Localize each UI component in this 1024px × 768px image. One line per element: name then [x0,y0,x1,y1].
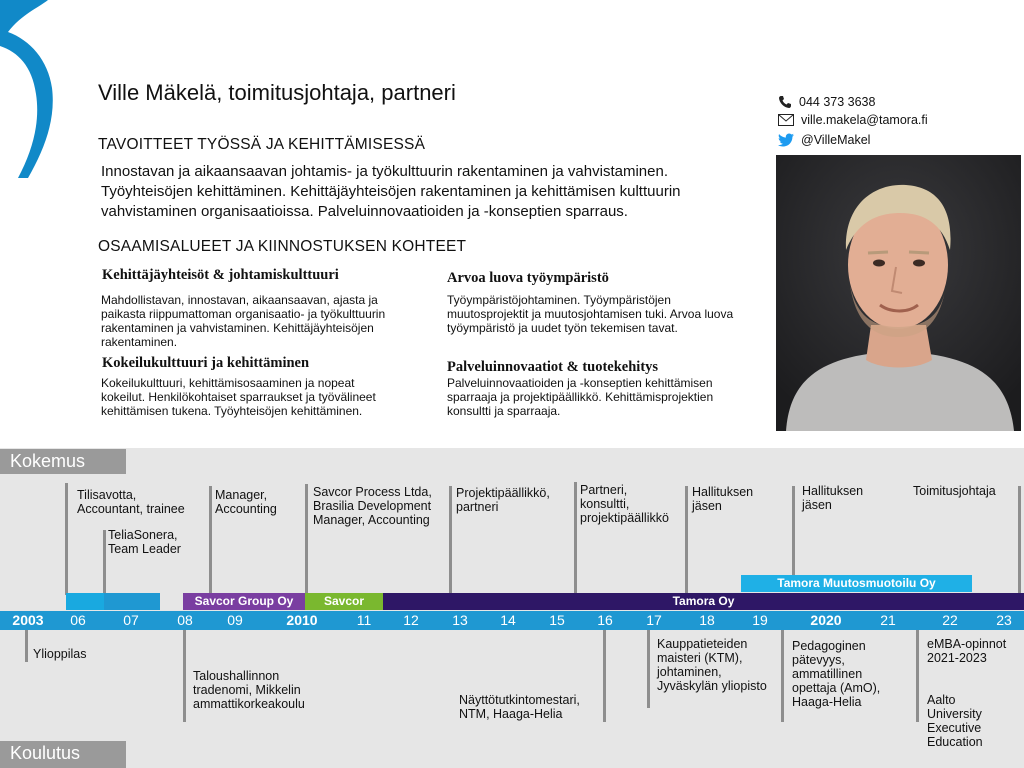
year-label: 11 [356,612,372,628]
twitter-bird-icon [778,133,794,147]
goals-heading: TAVOITTEET TYÖSSÄ JA KEHITTÄMISESSÄ [98,136,426,153]
timeline-marker [916,630,919,722]
phone-number[interactable]: 044 373 3638 [799,95,876,109]
timeline-marker [209,486,212,593]
year-label: 22 [942,612,958,628]
company-bar-teliasonera [104,593,160,610]
contact-twitter [778,133,870,147]
experience-item: Hallituksen jäsen [802,484,864,512]
experience-item: Partneri, konsultti, projektipäällikkö [580,483,669,525]
timeline-marker [25,630,28,662]
education-item: eMBA-opinnot 2021-2023 [927,637,1007,665]
experience-label: Kokemus [0,449,126,474]
experience-item: Manager, Accounting [215,488,277,516]
timeline-marker [781,630,784,722]
experience-item: Projektipäällikkö, partneri [456,486,550,514]
year-label: 2003 [12,612,44,628]
contact-phone [778,95,875,109]
timeline-marker [449,486,452,593]
timeline-marker [183,630,186,722]
area-title: Palveluinnovaatiot & tuotekehitys [447,359,659,375]
year-label: 06 [70,612,86,628]
year-label: 18 [699,612,715,628]
timeline-marker [603,630,606,722]
year-label: 13 [452,612,468,628]
year-label: 08 [177,612,193,628]
area-title: Kehittäjäyhteisöt & johtamiskulttuuri [102,267,339,283]
company-bar-savcor: Savcor [305,593,383,610]
education-item: Aalto University Executive Education [927,693,983,749]
person-name-title: Ville Mäkelä, toimitusjohtaja, partneri [98,80,456,105]
area-text: Kokeilukulttuuri, kehittämisosaaminen ja nopeat kokeilut. Henkilökohtaiset sparraukset ja työvälineet kehittämisen tukena. Työyhteisöjen kehittäminen. [101,376,376,418]
education-item: Ylioppilas [33,647,87,661]
timeline-marker [305,484,308,593]
twitter-handle[interactable]: @VilleMakel [801,133,871,147]
timeline-marker [647,630,650,708]
year-label: 19 [752,612,768,628]
education-item: Pedagoginen pätevyys, ammatillinen opettaja (AmO), Haaga-Helia [792,639,881,709]
experience-item: Savcor Process Ltda, Brasilia Development Manager, Accounting [313,485,432,527]
company-bar-tamora: Tamora Oy [383,593,1024,610]
year-label: 21 [880,612,896,628]
company-bar-tamora-muutosmuotoilu: Tamora Muutosmuotoilu Oy [741,575,972,592]
timeline-marker [574,482,577,593]
goals-text: Innostavan ja aikaansaavan johtamis- ja työkulttuurin rakentaminen ja vahvistaminen. Työyhteisöjen kehittäminen. Kehittäjäyhteisöjen rakentaminen ja kehittämisen kulttuurin vahvistaminen organisaatioissa. Palveluinnovaatioiden ja -konseptien sparraus. [101,163,681,220]
education-item: Näyttötutkintomestari, NTM, Haaga-Helia [459,693,580,721]
experience-item: Hallituksen jäsen [692,485,754,513]
portrait-photo [776,155,1021,431]
year-label: 12 [403,612,419,628]
timeline-marker [792,486,795,575]
year-label: 15 [549,612,565,628]
area-text: Palveluinnovaatioiden ja -konseptien kehittämisen sparraaja ja projektipäällikkö. Kehittämisprojektien konsultti ja sparraaja. [447,376,714,418]
experience-item: TeliaSonera, Team Leader [108,528,181,556]
education-label: Koulutus [0,741,126,768]
timeline-marker [103,530,106,595]
education-item: Taloushallinnon tradenomi, Mikkelin ammattikorkeakoulu [193,669,305,711]
email-address[interactable]: ville.makela@tamora.fi [801,113,928,127]
experience-item: Tilisavotta, Accountant, trainee [77,488,185,516]
area-text: Työympäristöjohtaminen. Työympäristöjen muutosprojektit ja muutosjohtamisen tuki. Arvoa luova työympäristö ja uudet työn tekemisen tavat. [447,293,734,335]
education-item: Kauppatieteiden maisteri (KTM), johtaminen, Jyväskylän yliopisto [657,637,767,693]
area-title: Kokeilukulttuuri ja kehittäminen [102,355,310,371]
experience-item: Toimitusjohtaja [913,484,996,498]
timeline-marker [685,486,688,593]
year-label: 2020 [810,612,842,628]
year-label: 23 [996,612,1012,628]
year-label: 16 [597,612,613,628]
phone-icon [778,95,792,109]
year-label: 07 [123,612,139,628]
envelope-icon [778,114,794,126]
areas-heading: OSAAMISALUEET JA KIINNOSTUKSEN KOHTEET [98,238,467,255]
year-label: 17 [646,612,662,628]
area-title: Arvoa luova työympäristö [447,270,609,286]
company-logo-icon [0,0,95,180]
timeline-marker [1018,486,1021,593]
year-label: 14 [500,612,516,628]
area-text: Mahdollistavan, innostavan, aikaansaavan, ajasta ja paikasta riippumattoman organisaatio- ja työkulttuurin rakentaminen ja vahvistaminen. Kehittäjäyhteisöjen rakentaminen. [101,293,386,349]
timeline-marker [65,483,68,595]
company-bar-savcor-group: Savcor Group Oy [183,593,305,610]
year-label: 09 [227,612,243,628]
company-bar-tilisavotta [66,593,104,610]
year-label: 2010 [286,612,318,628]
contact-email [778,113,928,127]
